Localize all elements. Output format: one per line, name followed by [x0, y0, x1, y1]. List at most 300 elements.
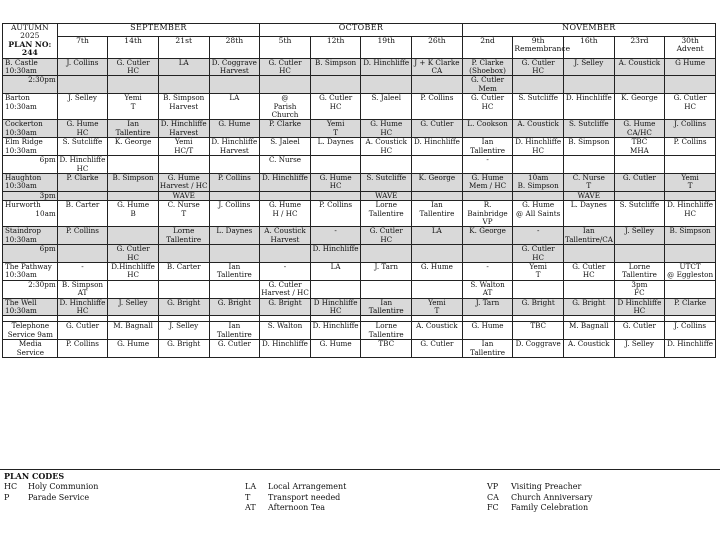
preacher-name: J + K Clarke: [414, 57, 460, 67]
preacher-name: B. Simpson: [669, 226, 711, 236]
plan-code-entry: [245, 503, 325, 514]
service-cell: [158, 227, 209, 245]
preacher-name: J. Selley: [624, 226, 654, 236]
service-cell: [665, 322, 716, 340]
service-note: T: [434, 306, 440, 315]
service-cell: [209, 262, 260, 280]
service-cell: [665, 120, 716, 138]
preacher-name: Lorne: [173, 226, 195, 236]
preacher-name: 3pm: [631, 279, 648, 289]
preacher-name: Ian: [481, 137, 494, 147]
service-cell: [513, 156, 564, 174]
service-cell: [260, 94, 311, 120]
service-cell: [57, 280, 108, 298]
service-cell: [412, 227, 463, 245]
preacher-name: G. Hume: [117, 200, 150, 210]
preacher-name: Yemi: [529, 261, 547, 271]
service-cell: [158, 262, 209, 280]
church-name: Media: [18, 339, 42, 349]
service-cell: [209, 58, 260, 76]
date-header: [361, 36, 412, 58]
preacher-name: G. Cutler: [217, 339, 251, 349]
preacher-name: S. Sutcliffe: [518, 93, 558, 103]
preacher-name: D. Hinchliffe: [565, 93, 612, 103]
preacher-name: WAVE: [172, 190, 195, 200]
service-cell: [665, 156, 716, 174]
service-cell: [310, 156, 361, 174]
preacher-name: Yemi: [326, 119, 345, 129]
plan-code-entry: [4, 482, 98, 493]
service-cell: [260, 245, 311, 263]
church-label: [3, 201, 58, 227]
plan-code-entry: [487, 503, 588, 514]
plan-code-meaning: Transport needed: [268, 492, 341, 502]
preacher-name: D. Hinchliffe: [312, 321, 359, 331]
service-cell: [158, 173, 209, 191]
service-note: Tallentire: [216, 270, 252, 280]
service-cell: [57, 262, 108, 280]
service-cell: [57, 298, 108, 316]
preacher-name: J. Selley: [624, 339, 654, 349]
service-note: Tallentire: [368, 329, 404, 339]
service-note: HC: [532, 145, 545, 155]
service-cell: [563, 227, 614, 245]
preacher-name: LA: [330, 261, 341, 271]
date-label: 16th: [579, 35, 598, 45]
service-note: T: [130, 101, 136, 111]
service-cell: [563, 340, 614, 358]
service-cell: [614, 173, 665, 191]
preacher-name: P. Clarke: [66, 172, 99, 182]
service-cell: [108, 94, 159, 120]
service-note: T: [333, 127, 339, 137]
date-occasion: Remembrance: [514, 44, 571, 54]
plan-code: FC: [487, 503, 499, 512]
preacher-name: Ian: [431, 200, 443, 210]
service-cell: [361, 94, 412, 120]
preacher-name: G. Hume: [522, 200, 555, 210]
preacher-name: B. Carter: [65, 200, 100, 210]
service-cell: [260, 76, 311, 94]
church-row: [3, 227, 716, 245]
service-cell: [209, 322, 260, 340]
church-label: [3, 340, 58, 358]
service-cell: [462, 156, 513, 174]
preacher-name: TBC: [631, 137, 648, 147]
service-cell: [665, 94, 716, 120]
service-cell: [412, 76, 463, 94]
plan-code: HC: [4, 482, 18, 491]
service-note: HC: [380, 127, 393, 137]
service-cell: [513, 76, 564, 94]
preacher-name: K. George: [621, 93, 658, 103]
plan-code: VP: [487, 482, 499, 491]
preacher-name: P. Collins: [319, 200, 353, 210]
service-cell: [310, 76, 361, 94]
church-name: Telephone: [11, 321, 50, 331]
service-time: Service 9am: [7, 329, 53, 339]
service-note: Parish: [273, 101, 297, 111]
service-note: HC: [329, 306, 342, 315]
service-cell: [563, 138, 614, 156]
preacher-name: G. Cutler: [369, 226, 403, 236]
service-cell: [310, 173, 361, 191]
service-cell: [412, 340, 463, 358]
service-cell: [361, 227, 412, 245]
service-time: Service: [16, 347, 44, 357]
month-header: NOVEMBER: [462, 24, 715, 37]
preacher-name: A. Coustick: [365, 137, 407, 147]
service-cell: [513, 245, 564, 263]
plan-title-cell: [3, 24, 58, 59]
preacher-name: A. Coustick: [264, 226, 306, 236]
service-cell: [108, 280, 159, 298]
church-label: [3, 322, 58, 340]
preacher-name: Ian: [228, 321, 241, 331]
preacher-name: G. Hume: [319, 339, 352, 349]
church-label: [3, 280, 58, 298]
service-cell: [665, 298, 716, 316]
preacher-name: D Hinchliffe: [313, 297, 358, 307]
service-cell: [108, 138, 159, 156]
date-label: 30th: [681, 35, 699, 45]
service-note: AT: [77, 288, 88, 298]
service-cell: [158, 138, 209, 156]
service-cell: [108, 245, 159, 263]
plan-code-entry: [245, 482, 346, 493]
service-cell: [158, 298, 209, 316]
service-cell: [614, 156, 665, 174]
church-name: 6pm: [39, 244, 56, 254]
date-label: 19th: [377, 35, 396, 45]
date-header: [462, 36, 513, 58]
church-label: [3, 156, 58, 174]
service-cell: [614, 58, 665, 76]
preacher-name: D. Hinchliffe: [312, 244, 359, 254]
preacher-name: K. George: [418, 172, 456, 182]
plan-code-meaning: Parade Service: [28, 492, 90, 502]
service-cell: [158, 156, 209, 174]
preacher-name: G. Bright: [268, 297, 302, 307]
date-label: 12th: [326, 35, 345, 45]
service-cell: [260, 156, 311, 174]
date-label: 23rd: [630, 35, 649, 45]
service-cell: [665, 173, 716, 191]
service-note: HC/T: [174, 145, 194, 155]
preacher-name: G. Cutler: [319, 93, 353, 103]
service-cell: [158, 94, 209, 120]
rota-body: [3, 58, 716, 357]
preacher-name: G. Bright: [217, 297, 251, 307]
church-label: [3, 245, 58, 263]
service-cell: [412, 280, 463, 298]
church-row: [3, 58, 716, 76]
service-note: T: [535, 270, 541, 280]
service-cell: [513, 201, 564, 227]
service-cell: [665, 76, 716, 94]
service-note: CA: [431, 66, 443, 76]
plan-code-meaning: Afternoon Tea: [268, 503, 326, 512]
preacher-name: D. Hinchliffe: [262, 339, 308, 349]
plan-code-entry: [245, 493, 340, 504]
church-label: [3, 58, 58, 76]
preacher-name: G. Cutler: [420, 339, 454, 349]
preacher-name: G. Cutler: [116, 57, 150, 67]
plan-number: PLAN NO: 244: [8, 39, 52, 58]
preacher-name: S. Sutcliffe: [366, 172, 407, 182]
preacher-name: L. Daynes: [317, 137, 354, 147]
service-cell: [361, 156, 412, 174]
preacher-name: @: [281, 93, 289, 103]
church-name: The Pathway: [5, 261, 52, 271]
preacher-name: G. Hume: [268, 200, 302, 210]
service-cell: [513, 322, 564, 340]
service-cell: [260, 262, 311, 280]
preacher-name: C. Nurse: [268, 155, 302, 165]
service-cell: [260, 58, 311, 76]
service-note: HC: [279, 66, 291, 76]
date-header: [412, 36, 463, 58]
service-cell: [260, 340, 311, 358]
service-cell: [563, 76, 614, 94]
preacher-name: G. Hume: [370, 119, 403, 129]
service-cell: [412, 201, 463, 227]
service-cell: [57, 58, 108, 76]
service-cell: [462, 298, 513, 316]
service-note: Harvest: [169, 101, 199, 111]
service-cell: [665, 58, 716, 76]
preacher-name: G. Cutler: [673, 93, 707, 103]
church-row: [3, 173, 716, 191]
preacher-name: G. Cutler: [521, 244, 555, 254]
preacher-name: -: [536, 226, 540, 236]
preacher-name: Ian: [127, 119, 139, 129]
date-label: 2nd: [480, 35, 495, 45]
preacher-name: G. Cutler: [622, 321, 656, 331]
preacher-name: G. Hume: [167, 172, 200, 182]
service-cell: [462, 340, 513, 358]
service-cell: [260, 138, 311, 156]
service-cell: [260, 227, 311, 245]
preacher-name: S. Jaleel: [270, 137, 300, 147]
service-cell: [563, 298, 614, 316]
date-label: 28th: [225, 35, 244, 45]
service-cell: [158, 340, 209, 358]
service-cell: [108, 156, 159, 174]
preacher-name: -: [486, 155, 489, 165]
service-cell: [462, 76, 513, 94]
preacher-name: P. Clarke: [268, 119, 302, 129]
service-cell: [614, 262, 665, 280]
service-cell: [57, 322, 108, 340]
service-cell: [361, 58, 412, 76]
preacher-name: G. Hume: [117, 339, 150, 349]
service-cell: [57, 245, 108, 263]
plan-season: AUTUMN: [10, 23, 49, 32]
service-cell: [513, 227, 564, 245]
service-note: Harvest: [270, 234, 300, 244]
service-cell: [209, 298, 260, 316]
service-cell: [513, 173, 564, 191]
preacher-name: P. Clarke: [674, 297, 707, 307]
church-row: [3, 76, 716, 94]
preacher-name: D. Coggrave: [211, 57, 257, 67]
preacher-name: D. Hinchliffe: [262, 172, 308, 182]
preacher-name: M. Bagnall: [568, 321, 609, 331]
preacher-name: G. Cutler: [116, 244, 150, 254]
service-cell: [462, 173, 513, 191]
service-cell: [57, 156, 108, 174]
preacher-name: L. Cookson: [467, 119, 508, 129]
service-cell: [260, 280, 311, 298]
preacher-name: Yemi: [124, 93, 142, 103]
service-cell: [57, 94, 108, 120]
church-name: The Well: [5, 297, 37, 307]
plan-codes-title: PLAN CODES: [4, 471, 65, 481]
service-note: B. Simpson: [517, 181, 559, 191]
service-cell: [158, 76, 209, 94]
service-cell: [209, 227, 260, 245]
preacher-name: UTCT: [679, 261, 701, 271]
service-note: HC: [380, 145, 393, 155]
service-cell: [310, 201, 361, 227]
service-cell: [108, 120, 159, 138]
church-label: [3, 227, 58, 245]
service-cell: [361, 298, 412, 316]
service-cell: [412, 120, 463, 138]
date-header: [209, 36, 260, 58]
preacher-name: Ian: [228, 261, 241, 271]
service-cell: [310, 298, 361, 316]
service-cell: [563, 120, 614, 138]
service-cell: [209, 173, 260, 191]
service-cell: [614, 322, 665, 340]
service-note: B: [130, 208, 136, 218]
preacher-name: Lorne: [375, 200, 397, 210]
service-cell: [361, 173, 412, 191]
service-cell: [108, 322, 159, 340]
service-note: HC: [582, 270, 595, 280]
service-cell: [412, 262, 463, 280]
preacher-name: S. Sutcliffe: [619, 200, 660, 210]
church-label: [3, 138, 58, 156]
church-label: [3, 262, 58, 280]
service-cell: [57, 120, 108, 138]
preacher-name: -: [81, 261, 84, 271]
service-cell: [158, 201, 209, 227]
service-cell: [665, 340, 716, 358]
service-cell: [209, 340, 260, 358]
preacher-name: D. Hinchliffe: [515, 137, 562, 147]
preacher-name: G. Hume: [218, 119, 251, 129]
preacher-name: M. Bagnall: [113, 321, 153, 331]
date-label: 9th: [531, 35, 545, 45]
preacher-name: G. Hume: [66, 119, 99, 129]
preacher-name: J. Collins: [66, 57, 99, 67]
date-label: 26th: [428, 35, 446, 45]
service-note: Harvest: [169, 127, 199, 137]
service-cell: [665, 280, 716, 298]
service-cell: [412, 94, 463, 120]
preacher-name: P. Clarke: [471, 57, 504, 67]
service-cell: [158, 58, 209, 76]
service-note: HC: [127, 270, 139, 280]
preacher-name: Lorne: [375, 321, 397, 331]
service-cell: [108, 76, 159, 94]
preacher-name: S. Sutcliffe: [568, 119, 609, 129]
preacher-name: G. Bright: [167, 339, 201, 349]
preacher-name: L. Daynes: [216, 226, 253, 236]
service-cell: [412, 173, 463, 191]
preacher-name: G. Hume: [623, 119, 656, 129]
preacher-name: D. Hinchliffe: [363, 57, 410, 67]
preacher-name: J. Collins: [674, 321, 707, 331]
date-header-row: [3, 36, 716, 58]
church-row: [3, 156, 716, 174]
date-label: 14th: [124, 35, 142, 45]
service-cell: [462, 280, 513, 298]
service-cell: [310, 58, 361, 76]
preacher-name: B. Carter: [166, 261, 201, 271]
preacher-name: LA: [431, 226, 442, 236]
service-cell: [57, 227, 108, 245]
preacher-name: S. Walton: [470, 279, 505, 289]
service-note: HC: [329, 101, 342, 111]
preacher-name: P. Collins: [65, 226, 99, 236]
service-note: HC: [684, 101, 696, 111]
service-cell: [361, 340, 412, 358]
preacher-name: B. Simpson: [112, 172, 154, 182]
service-cell: [209, 120, 260, 138]
preacher-name: J. Collins: [674, 119, 707, 129]
preacher-name: D. Hinchliffe: [667, 200, 714, 210]
service-cell: [513, 280, 564, 298]
preaching-plan-table: [2, 23, 716, 358]
preacher-name: J. Selley: [118, 297, 148, 307]
plan-code: P: [4, 492, 10, 502]
service-cell: [361, 245, 412, 263]
service-cell: [614, 94, 665, 120]
preacher-name: G. Cutler: [521, 57, 555, 67]
telephone-service-row: [3, 322, 716, 340]
plan-year: 2025: [20, 31, 40, 41]
preacher-name: G. Cutler: [420, 119, 454, 129]
service-cell: [614, 120, 665, 138]
service-note: VP: [482, 216, 493, 226]
preacher-name: S. Walton: [267, 321, 303, 331]
plan-code: T: [245, 492, 251, 502]
service-note: Tallentire: [216, 329, 252, 339]
service-time: 10:30am: [5, 66, 37, 76]
preacher-name: K. George: [469, 226, 506, 236]
preacher-name: G. Cutler: [268, 57, 302, 67]
service-note: HC: [127, 66, 139, 76]
service-cell: [412, 138, 463, 156]
service-note: HC: [633, 306, 646, 315]
service-cell: [665, 138, 716, 156]
service-cell: [513, 94, 564, 120]
service-cell: [361, 322, 412, 340]
month-header: SEPTEMBER: [57, 24, 260, 37]
service-note: Harvest / HC: [159, 181, 208, 191]
service-cell: [361, 201, 412, 227]
preacher-name: G Hume: [675, 57, 706, 67]
service-cell: [209, 245, 260, 263]
service-cell: [310, 280, 361, 298]
service-cell: [563, 262, 614, 280]
service-note: HC: [127, 252, 139, 262]
service-cell: [209, 280, 260, 298]
